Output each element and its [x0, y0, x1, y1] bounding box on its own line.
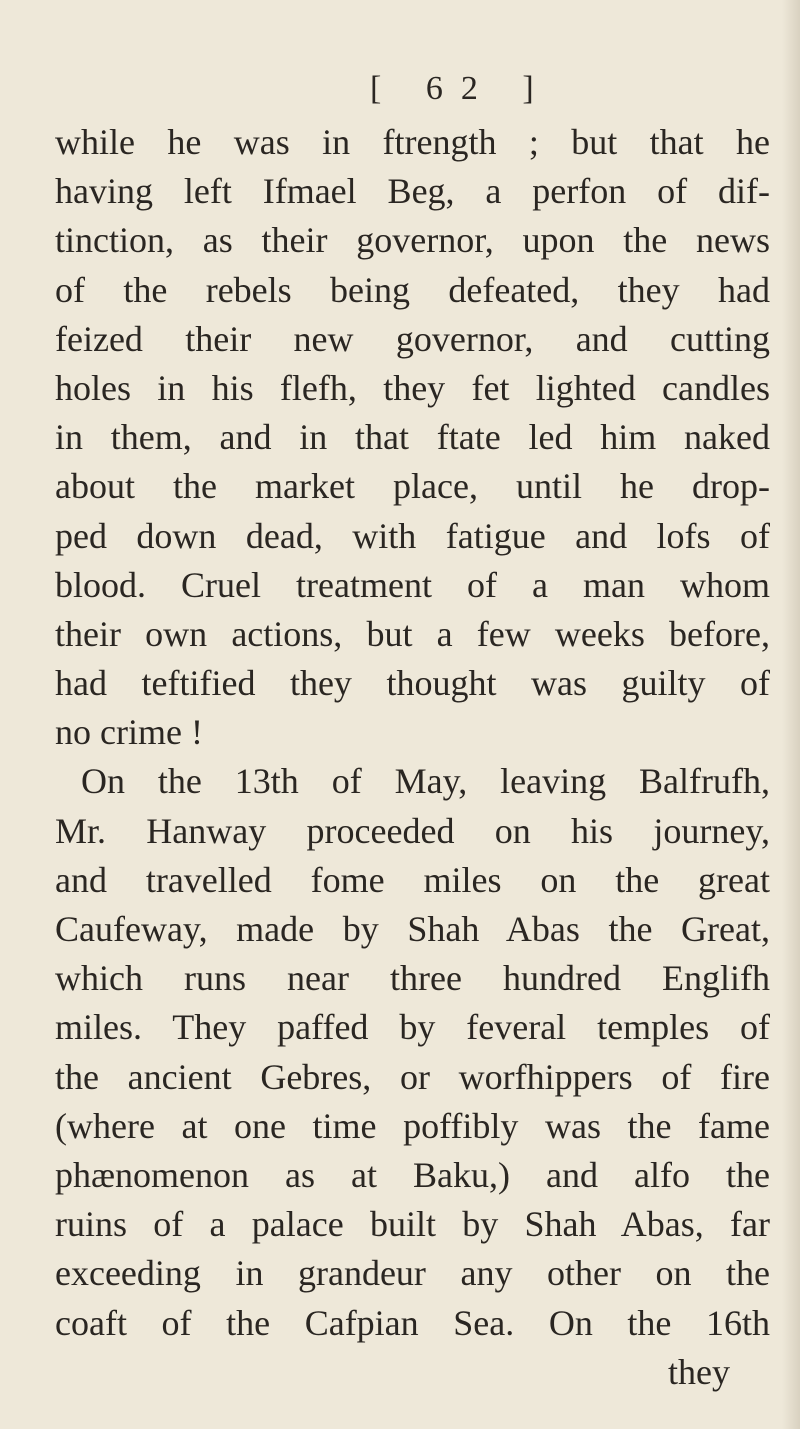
text-line: On the 13th of May, leaving Balfrufh,: [81, 761, 770, 802]
page-edge-shadow: [782, 0, 800, 1429]
text-line: ped down dead, with fatigue and lofs of: [55, 515, 770, 556]
text-line: in them, and in that ftate led him naked: [55, 417, 770, 458]
text-line: exceeding in grandeur any other on the: [55, 1253, 770, 1294]
text-line: having left Ifmael Beg, a perfon of dif-: [55, 171, 770, 212]
text-line: and travelled fome miles on the great: [55, 859, 770, 900]
text-line: miles. They paffed by feveral temples of: [55, 1007, 770, 1048]
text-line: Mr. Hanway proceeded on his journey,: [55, 810, 770, 851]
text-line: no crime !: [55, 712, 203, 753]
text-line: the ancient Gebres, or worfhippers of fire: [55, 1056, 770, 1097]
text-line: had teftified they thought was guilty of: [55, 663, 770, 704]
page-number: [ 62 ]: [370, 70, 552, 107]
text-line: about the market place, until he drop-: [55, 466, 770, 507]
text-line: phænomenon as at Baku,) and alfo the: [55, 1154, 770, 1195]
text-line: Caufeway, made by Shah Abas the Great,: [55, 909, 770, 949]
catchword: they: [668, 1351, 730, 1392]
text-line: which runs near three hundred Englifh: [55, 958, 770, 999]
text-line: ruins of a palace built by Shah Abas, far: [55, 1204, 770, 1245]
text-line: tinction, as their governor, upon the news: [55, 220, 770, 261]
text-line: feized their new governor, and cutting: [55, 318, 770, 359]
text-line: while he was in ftrength ; but that he: [55, 122, 770, 162]
text-line: (where at one time poffibly was the fame: [55, 1105, 770, 1146]
text-line: holes in his flefh, they fet lighted candles: [55, 367, 770, 408]
body-text: [55, 118, 770, 1397]
text-line: coaft of the Cafpian Sea. On the 16th: [55, 1302, 770, 1343]
text-line: their own actions, but a few weeks before,: [55, 613, 770, 654]
text-line: blood. Cruel treatment of a man whom: [55, 564, 770, 605]
text-line: of the rebels being defeated, they had: [55, 269, 770, 310]
